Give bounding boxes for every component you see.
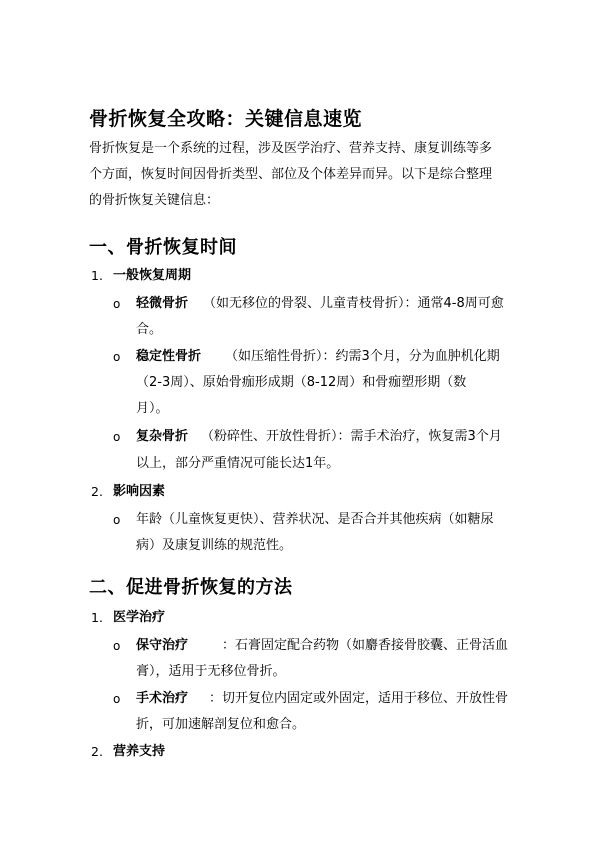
section-heading: 一、骨折恢复时间 <box>89 237 237 258</box>
list-item-label: 营养支持 <box>113 744 166 759</box>
bullet-line: 折，可加速解剖复位和愈合。 <box>136 717 306 732</box>
bullet-term: 复杂骨折 <box>136 429 189 444</box>
bullet-line <box>136 428 502 445</box>
bullet-text: ：切开复位内固定或外固定，适用于移位、开放性骨 <box>209 691 509 706</box>
bullet-text: （如无移位的骨裂、儿童青枝骨折）：通常4-8周可愈 <box>203 296 504 311</box>
bullet-text: （如压缩性骨折）：约需3个月，分为血肿机化期 <box>225 349 500 364</box>
bullet-marker: o <box>113 692 121 706</box>
bullet-text: ：石膏固定配合药物（如麝香接骨胶囊、正骨活血 <box>222 638 509 653</box>
list-item-label: 医学治疗 <box>113 610 166 625</box>
list-item-label: 影响因素 <box>113 484 166 499</box>
bullet-marker: o <box>113 350 121 364</box>
section-heading: 二、促进骨折恢复的方法 <box>89 577 293 598</box>
bullet-line: 月）。 <box>136 401 169 416</box>
intro-line: 个方面，恢复时间因骨折类型、部位及个体差异而异。以下是综合整理 <box>89 167 493 182</box>
list-item-label: 一般恢复周期 <box>113 268 192 283</box>
bullet-term: 保守治疗 <box>136 638 189 653</box>
intro-line: 的骨折恢复关键信息： <box>89 193 220 208</box>
bullet-line: 病）及康复训练的规范性。 <box>136 538 293 553</box>
bullet-term: 轻微骨折 <box>136 296 189 311</box>
bullet-line: 以上，部分严重情况可能长达1年。 <box>136 456 340 471</box>
bullet-term: 稳定性骨折 <box>136 349 202 364</box>
bullet-term: 手术治疗 <box>136 691 189 706</box>
bullet-line <box>136 690 508 707</box>
bullet-marker: o <box>113 297 121 311</box>
list-number: 2. <box>91 744 103 759</box>
bullet-line: 年龄（儿童恢复更快）、营养状况、是否合并其他疾病（如糖尿 <box>136 512 494 527</box>
list-number: 1. <box>91 268 103 283</box>
bullet-marker: o <box>113 430 121 444</box>
bullet-line: 膏），适用于无移位骨折。 <box>136 664 286 679</box>
page-title: 骨折恢复全攻略：关键信息速览 <box>89 108 363 130</box>
bullet-text: （粉碎性、开放性骨折）：需手术治疗，恢复需3个月 <box>201 429 502 444</box>
bullet-line <box>136 295 504 312</box>
bullet-marker: o <box>113 639 121 653</box>
list-number: 2. <box>91 484 103 499</box>
bullet-line <box>136 637 508 654</box>
bullet-line <box>136 348 500 365</box>
intro-line: 骨折恢复是一个系统的过程，涉及医学治疗、营养支持、康复训练等多 <box>89 141 493 156</box>
bullet-line: 合。 <box>136 322 163 337</box>
bullet-marker: o <box>113 513 121 527</box>
list-number: 1. <box>91 610 103 625</box>
bullet-line: （2-3周）、原始骨痂形成期（8-12周）和骨痂塑形期（数 <box>136 375 467 390</box>
